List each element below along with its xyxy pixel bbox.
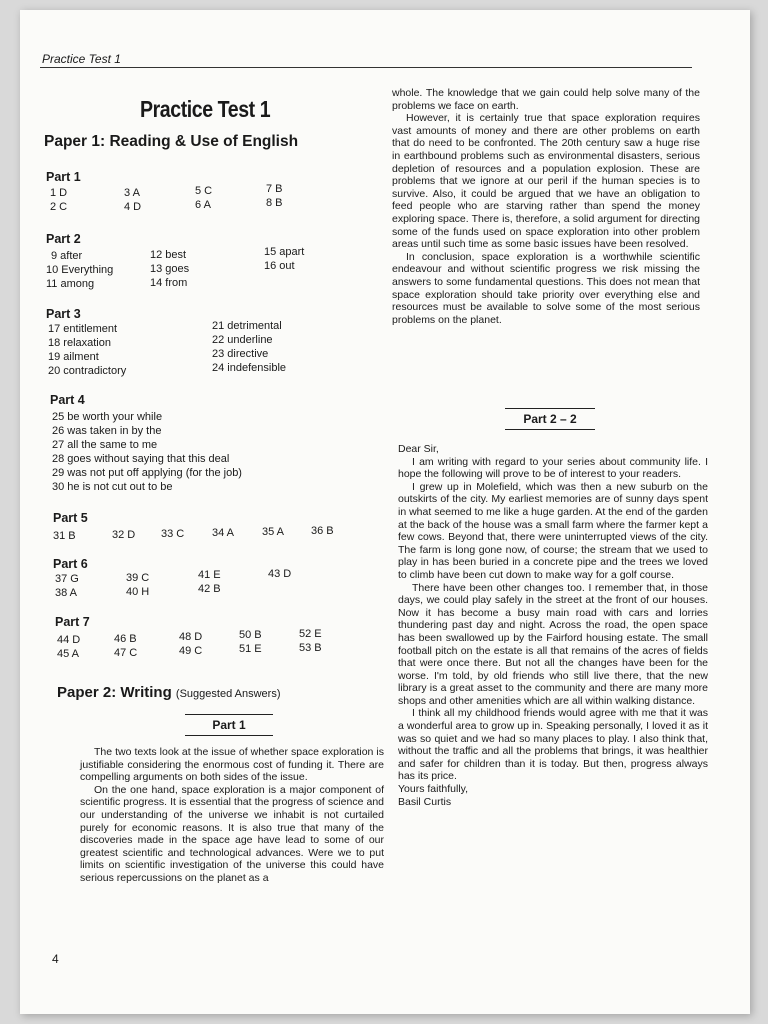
answer-item: 52 E bbox=[299, 628, 322, 640]
answer-item: 14 from bbox=[150, 277, 188, 289]
answer-item: 32 D bbox=[112, 529, 136, 541]
part7-heading: Part 7 bbox=[55, 615, 90, 629]
answer-item: 39 C bbox=[126, 572, 150, 584]
page-title: Practice Test 1 bbox=[140, 96, 271, 122]
answer-item: 31 B bbox=[53, 530, 76, 542]
answer-item: 12 best bbox=[150, 249, 187, 261]
answer-item: 25 be worth your while bbox=[52, 411, 163, 423]
answer-item: 51 E bbox=[239, 643, 262, 655]
letter-paragraph: I grew up in Molefield, which was then a new suburb on the outskirts of the city. My earliest memories are of sunny days spent in what seemed to me like a huge garden. At the end of the garden at the back of the house was a small farm where the farmer kept a few cows. Beyond that, there were uninterrupted views of the city. The farm is long gone now, of course; the stream that we used to play in has been buried in a concrete pipe and the trees we loved to climb have been cut down to make way for a golf course. bbox=[398, 480, 708, 581]
letter-greeting: Dear Sir, bbox=[398, 443, 439, 455]
part1-subheading bbox=[185, 714, 273, 736]
essay-paragraph: On the one hand, space exploration is a major component of scientific progress. It is essential that the progress of science and our understanding of the universe we inhabit is not curtailed purely for economic reasons. It is also true that many of the discoveries made in the space age have lead to some of our greatest scientific and technological advances. Were we to put limits on scientific investigation of the universe this could have serious repercussions on the planet as a bbox=[80, 783, 384, 884]
answer-item: 47 C bbox=[114, 647, 138, 659]
essay-paragraph: whole. The knowledge that we gain could help solve many of the problems we face on earth. bbox=[392, 87, 700, 112]
letter-signature: Basil Curtis bbox=[398, 795, 452, 808]
answer-item: 2 C bbox=[50, 201, 68, 213]
essay-paragraph: However, it is certainly true that space exploration requires vast amounts of money and there are other problems on earth that do need to be confronted. The 20th century saw a huge rise in earthbound problems such as environmental disasters, serious depletion of resources and a population explosion. These are problems that we ignore at our peril if the human species is to survive. Also, it could be argued that we have an obligation to feed people who are starving rather than spend the money exploring space. There is, therefore, a solid argument for directing some of the funds used on space exploration into other problem areas until such time as some basic issues have been resolved. bbox=[392, 112, 700, 251]
answer-item: 43 D bbox=[268, 568, 292, 580]
letter-paragraph: There have been other changes too. I remember that, in those days, we could play safely in the street at the front of our houses. Now it has become a busy main road with cars and lorries thundering past day and night. Across the road, the open space has been swallowed up by the Fairford housing estate. The small football pitch on the estate is all that remains of the acres of fields that were once there. But not all the changes have been for the worse. I'm told, by old friends who still live there, that the new library is a great asset to the community and there are many more shops and other amenities which are all within walking distance. bbox=[398, 581, 708, 707]
answer-item: 7 B bbox=[266, 183, 283, 195]
part2-heading: Part 2 bbox=[46, 232, 81, 246]
letter-paragraph: I think all my childhood friends would agree with me that it was a wonderful area to grow up in. Speaking personally, I loved it as it was so quiet and we had so many places to play. I also think that, without the traffic and all the problems that brings, it was healthier and safer for children than it is today. But then, progress always has its price. bbox=[398, 707, 708, 783]
answer-item: 11 among bbox=[46, 278, 95, 290]
paper2-subtitle: (Suggested Answers) bbox=[175, 688, 281, 700]
part1-heading: Part 1 bbox=[46, 170, 81, 184]
answer-item: 5 C bbox=[195, 185, 213, 197]
answer-item: 34 A bbox=[212, 527, 235, 539]
paper2-title bbox=[57, 684, 280, 701]
answer-item: 19 ailment bbox=[48, 351, 99, 363]
answer-item: 15 apart bbox=[264, 246, 305, 258]
letter-paragraph: I am writing with regard to your series about community life. I hope the following will prove to be of interest to your readers. bbox=[398, 455, 708, 481]
answer-item: 23 directive bbox=[212, 348, 269, 360]
answer-item: 18 relaxation bbox=[48, 337, 111, 349]
answer-item: 27 all the same to me bbox=[52, 439, 158, 451]
essay-left-column bbox=[80, 746, 384, 885]
essay-right-column bbox=[392, 87, 700, 326]
answer-item: 33 C bbox=[161, 528, 185, 540]
answer-item: 49 C bbox=[179, 645, 203, 657]
part5-heading: Part 5 bbox=[53, 511, 88, 525]
answer-item: 46 B bbox=[114, 633, 137, 645]
header-rule bbox=[40, 67, 692, 68]
answer-item: 42 B bbox=[198, 583, 221, 595]
essay-paragraph: The two texts look at the issue of whether space exploration is justifiable considering the enormous cost of funding it. There are compelling arguments on both sides of the issue. bbox=[80, 746, 384, 784]
part2-subheading bbox=[505, 408, 595, 430]
answer-item: 26 was taken in by the bbox=[52, 425, 162, 437]
answer-item: 53 B bbox=[299, 642, 322, 654]
answer-item: 4 D bbox=[124, 201, 142, 213]
answer-item: 30 he is not cut out to be bbox=[52, 481, 173, 493]
running-header: Practice Test 1 bbox=[42, 52, 121, 66]
answer-item: 44 D bbox=[57, 634, 81, 646]
answer-item: 9 after bbox=[51, 250, 83, 262]
answer-item: 21 detrimental bbox=[212, 320, 282, 332]
answer-item: 10 Everything bbox=[46, 264, 114, 276]
page-number: 4 bbox=[52, 952, 59, 966]
part6-heading: Part 6 bbox=[53, 557, 88, 571]
part2-subheading-label: Part 2 – 2 bbox=[523, 412, 577, 426]
part3-heading: Part 3 bbox=[46, 307, 81, 321]
answer-item: 16 out bbox=[264, 260, 295, 272]
answer-item: 50 B bbox=[239, 629, 262, 641]
answer-item: 8 B bbox=[266, 197, 283, 209]
answer-item: 45 A bbox=[57, 648, 80, 660]
answer-item: 20 contradictory bbox=[48, 365, 127, 377]
answer-item: 28 goes without saying that this deal bbox=[52, 453, 230, 465]
answer-item: 36 B bbox=[311, 525, 334, 537]
answer-item: 24 indefensible bbox=[212, 362, 287, 374]
essay-paragraph: In conclusion, space exploration is a worthwhile scientific endeavour and without scientific progress we risk missing the answers to some fundamental questions. This does not mean that space exploration should take priority over everything else and resources must be available to solve some of the most serious problems on the planet. bbox=[392, 250, 700, 326]
letter-closing: Yours faithfully, bbox=[398, 783, 469, 796]
part1-subheading-label: Part 1 bbox=[212, 718, 246, 732]
answer-item: 48 D bbox=[179, 631, 203, 643]
answer-item: 35 A bbox=[262, 526, 285, 538]
answer-item: 29 was not put off applying (for the job) bbox=[52, 467, 242, 479]
answer-item: 6 A bbox=[195, 199, 211, 211]
paper1-title: Paper 1: Reading & Use of English bbox=[44, 133, 299, 150]
answer-item: 38 A bbox=[55, 587, 78, 599]
answer-item: 37 G bbox=[55, 573, 79, 585]
answer-item: 41 E bbox=[198, 569, 221, 581]
answer-item: 40 H bbox=[126, 586, 150, 598]
part4-heading: Part 4 bbox=[50, 393, 85, 407]
answer-item: 22 underline bbox=[212, 334, 273, 346]
paper2-title-text: Paper 2: Writing bbox=[57, 684, 172, 701]
answer-item: 13 goes bbox=[150, 263, 190, 275]
answer-item: 3 A bbox=[124, 187, 140, 199]
answer-item: 1 D bbox=[50, 187, 68, 199]
letter-column bbox=[398, 443, 708, 808]
answer-item: 17 entitlement bbox=[48, 323, 118, 335]
